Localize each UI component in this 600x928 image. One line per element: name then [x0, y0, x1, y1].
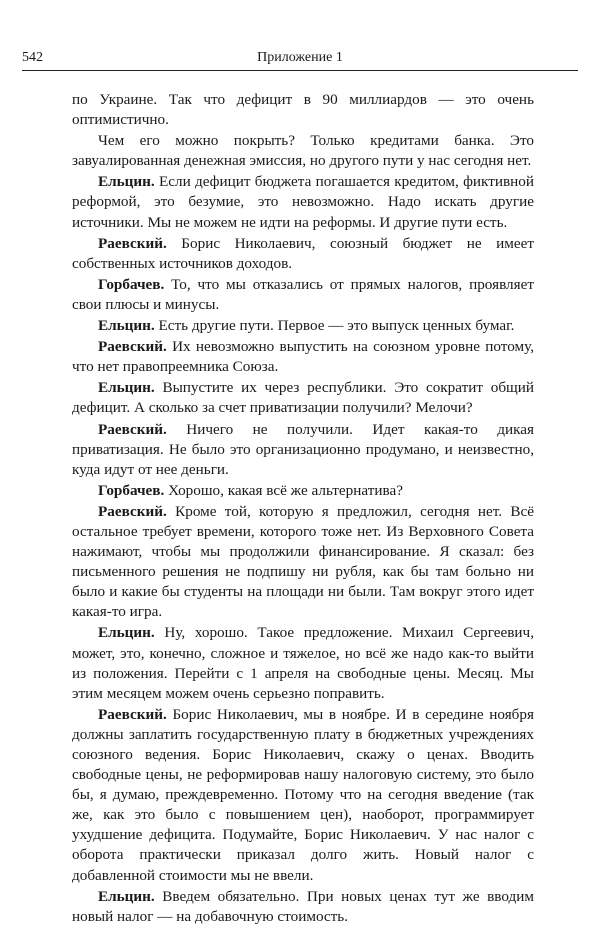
- paragraph-text: Выпустите их через республики. Это сократит общий дефицит. А сколько за счет приватизации получили? Мелочи?: [72, 379, 534, 417]
- speaker-name: Ельцин.: [98, 624, 155, 642]
- body-text: [72, 90, 534, 928]
- paragraph: [72, 705, 534, 886]
- paragraph: [72, 378, 534, 418]
- paragraph: [72, 234, 534, 274]
- paragraph: [72, 337, 534, 377]
- page-number: 542: [22, 50, 43, 65]
- paragraph: [72, 90, 534, 130]
- paragraph-text: Чем его можно покрыть? Только кредитами банка. Это завуалированная денежная эмиссия, но другого пути у нас сегодня нет.: [72, 132, 534, 170]
- paragraph: [72, 420, 534, 480]
- paragraph: [72, 887, 534, 927]
- speaker-name: Ельцин.: [98, 173, 155, 191]
- paragraph-text: Ничего не получили. Идет какая-то дикая приватизация. Не было это организационно продумано, и неизвестно, куда идут от нее деньги.: [72, 420, 534, 478]
- speaker-name: Ельцин.: [98, 887, 155, 905]
- paragraph: [72, 623, 534, 703]
- speaker-name: Раевский.: [98, 338, 167, 356]
- paragraph-text: То, что мы отказались от прямых налогов, проявляет свои плюсы и минусы.: [72, 275, 534, 313]
- paragraph-text: Если дефицит бюджета погашается кредитом, фиктивной реформой, это безумие, это невозможно. Надо искать другие источники. Мы не можем не идти на реформы. И другие пути есть.: [72, 173, 534, 231]
- paragraph: [72, 502, 534, 623]
- paragraph-text: Есть другие пути. Первое — это выпуск ценных бумаг.: [154, 317, 515, 335]
- paragraph: [72, 481, 534, 501]
- paragraph: [72, 131, 534, 171]
- speaker-name: Раевский.: [98, 420, 167, 438]
- running-head: [22, 48, 578, 71]
- speaker-name: Раевский.: [98, 705, 167, 723]
- paragraph: [72, 172, 534, 232]
- paragraph: [72, 316, 534, 336]
- paragraph-text: Кроме той, которую я предложил, сегодня нет. Всё остальное требует времени, которого тоже нет. Из Верховного Совета нажимают, чтобы мы продолжили финансирование. Я сказал: без письменного решения не подпишу ни рубля, как бы там больно ни было и какие бы студенты на площади ни были. Там вокруг этого идет какая-то игра.: [72, 502, 534, 621]
- speaker-name: Раевский.: [98, 234, 167, 252]
- speaker-name: Горбачев.: [98, 275, 165, 293]
- speaker-name: Ельцин.: [98, 317, 155, 335]
- paragraph: [72, 275, 534, 315]
- paragraph-text: Ну, хорошо. Такое предложение. Михаил Сергеевич, может, это, конечно, сложное и тяжелое, но всё же надо как-то выйти из положения. Перейти с 1 апреля на свободные цены. Месяц. Мы этим месяцем можем очень серьезно поправить.: [72, 624, 534, 702]
- running-title: Приложение 1: [257, 50, 343, 65]
- speaker-name: Ельцин.: [98, 379, 155, 397]
- paragraph-text: Их невозможно выпустить на союзном уровне потому, что нет правопреемника Союза.: [72, 338, 534, 376]
- speaker-name: Раевский.: [98, 502, 167, 520]
- paragraph-text: Борис Николаевич, мы в ноябре. И в середине ноября должны заплатить государственную плату в бюджетных учреждениях союзного ведения. Борис Николаевич, скажу о ценах. Вводить свободные цены, не реформировав нашу налоговую систему, это было бы, я думаю, преждевременно. Потому что на сегодня введение (так же, как это было с повышением цен), наоборот, программирует ухудшение дефицита. Подумайте, Борис Николаевич. У нас налог с оборота практически приказал долго жить. Новый налог с добавленной стоимости мы не ввели.: [72, 705, 534, 884]
- paragraph-text: Борис Николаевич, союзный бюджет не имеет собственных источников доходов.: [72, 234, 534, 272]
- paragraph-text: Хорошо, какая всё же альтернатива?: [164, 481, 403, 499]
- paragraph-text: по Украине. Так что дефицит в 90 миллиардов — это очень оптимистично.: [72, 91, 534, 129]
- paragraph-text: Введем обязательно. При новых ценах тут же вводим новый налог — на добавочную стоимость.: [72, 887, 534, 925]
- speaker-name: Горбачев.: [98, 481, 165, 499]
